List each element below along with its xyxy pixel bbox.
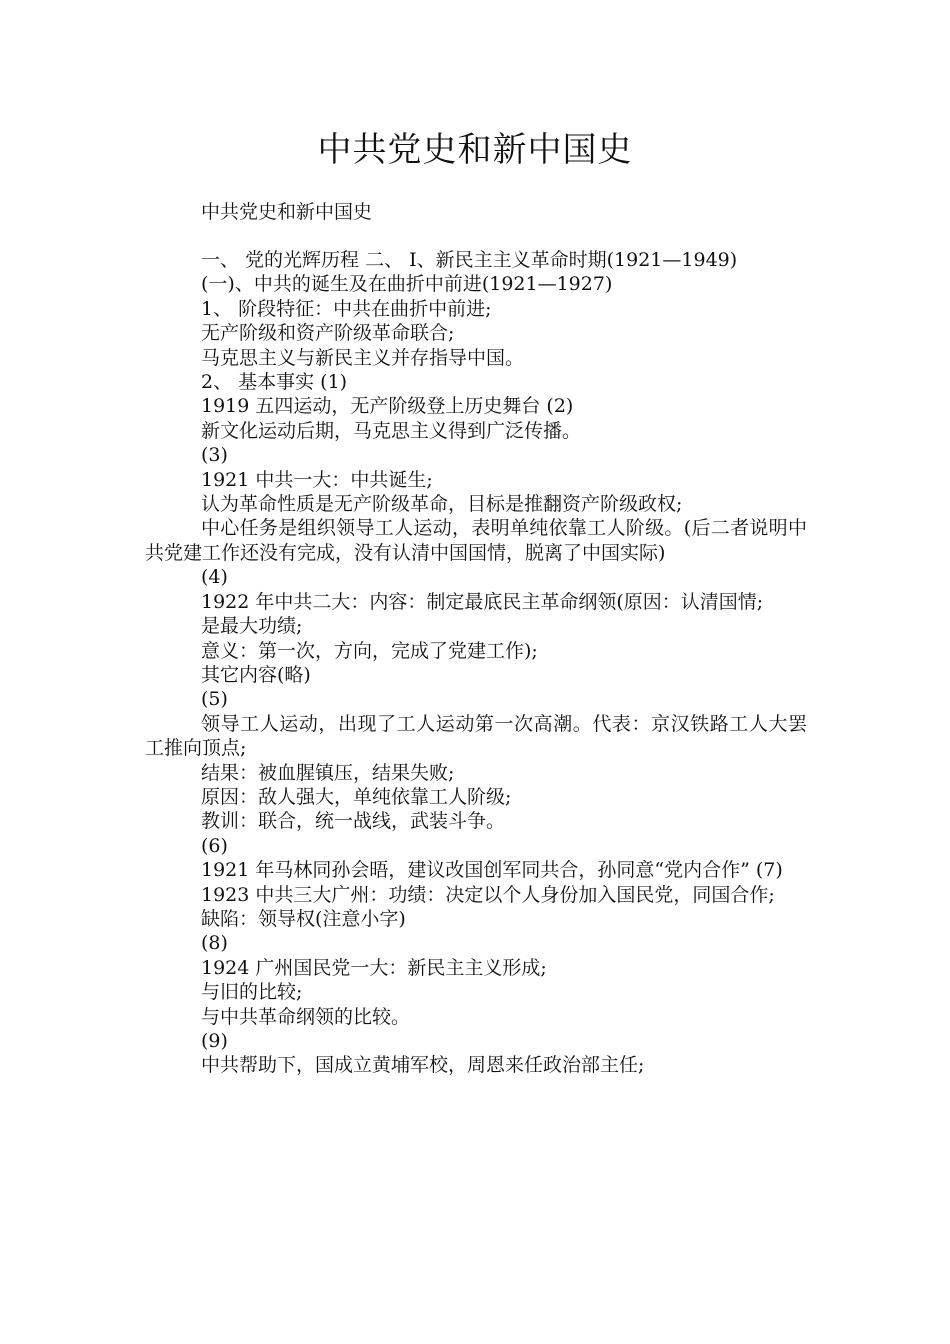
paragraph: 1921 年马林同孙会晤，建议改国创军同共合，孙同意“党内合作” (7) <box>201 859 783 882</box>
paragraph: 中共帮助下，国成立黄埔军校，周恩来任政治部主任; <box>201 1054 645 1077</box>
paragraph: (9) <box>201 1030 228 1052</box>
document-subtitle: 中共党史和新中国史 <box>201 201 373 223</box>
paragraph: 1919 五四运动，无产阶级登上历史舞台 (2) <box>201 395 574 418</box>
paragraph: 1921 中共一大：中共诞生; <box>201 468 433 491</box>
paragraph: 领导工人运动，出现了工人运动第一次高潮。代表：京汉铁路工人大罢工推向顶点; <box>145 712 807 760</box>
paragraph: 与中共革命纲领的比较。 <box>201 1005 411 1028</box>
paragraph: 新文化运动后期，马克思主义得到广泛传播。 <box>201 419 582 442</box>
paragraph: 原因：敌人强大，单纯依靠工人阶级; <box>201 785 512 808</box>
paragraph: 是最大功绩; <box>201 615 303 638</box>
paragraph: 无产阶级和资产阶级革命联合; <box>201 322 455 345</box>
paragraph: 教训：联合，统一战线，武装斗争。 <box>201 810 506 833</box>
paragraph: 1923 中共三大广州：功绩：决定以个人身份加入国民党，同国合作; <box>201 883 775 906</box>
paragraph: 一、 党的光辉历程 二、 I、新民主主义革命时期(1921—1949) <box>201 249 738 271</box>
paragraph: (3) <box>201 444 228 467</box>
paragraph: 缺陷：领导权(注意小字) <box>201 907 406 930</box>
document-body <box>145 248 807 1078</box>
paragraph: 其它内容(略) <box>201 663 311 686</box>
paragraph: (4) <box>201 566 228 589</box>
paragraph: 中心任务是组织领导工人运动，表明单纯依靠工人阶级。(后二者说明中共党建工作还没有完成，没有认清中国国情，脱离了中国实际) <box>145 517 807 564</box>
paragraph: 意义：第一次，方向，完成了党建工作); <box>201 639 538 662</box>
paragraph: 1922 年中共二大：内容：制定最底民主革命纲领(原因：认清国情; <box>201 590 764 613</box>
paragraph: (8) <box>201 932 228 955</box>
paragraph: (5) <box>201 688 228 711</box>
paragraph: 2、 基本事实 (1) <box>201 371 348 394</box>
paragraph: 与旧的比较; <box>201 981 303 1004</box>
document-title: 中共党史和新中国史 <box>317 130 633 170</box>
paragraph: (一)、中共的诞生及在曲折中前进(1921—1927) <box>201 273 613 296</box>
paragraph: 认为革命性质是无产阶级革命，目标是推翻资产阶级政权; <box>201 493 683 516</box>
paragraph: (6) <box>201 834 228 857</box>
paragraph: 1924 广州国民党一大：新民主主义形成; <box>201 956 547 979</box>
paragraph: 结果：被血腥镇压，结果失败; <box>201 761 455 784</box>
paragraph: 1、 阶段特征：中共在曲折中前进; <box>201 297 492 320</box>
paragraph: 马克思主义与新民主义并存指导中国。 <box>201 346 525 369</box>
